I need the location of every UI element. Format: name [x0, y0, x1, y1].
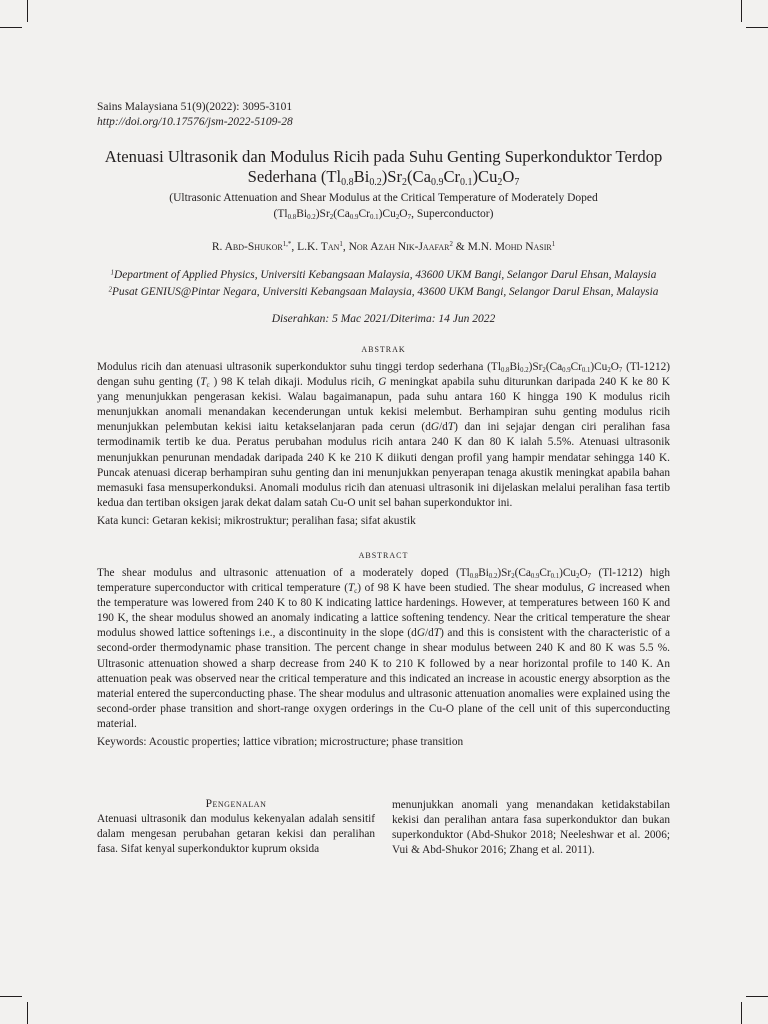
subtitle-line-2: $(Tl_{0.8}Bi_{0.2})Sr_2(Ca_{0.9}Cr_{0.1})Cu_2O_7$, Superconductor) [273, 208, 494, 222]
doi-link[interactable]: http://doi.org/10.17576/jsm-2022-5109-28 [97, 116, 293, 128]
crop-mark-top-left [27, 0, 28, 22]
abstrak-heading: abstrak [361, 343, 406, 355]
crop-mark-bottom-right [741, 1002, 742, 1024]
paper-title [97, 147, 670, 187]
body-columns [97, 798, 670, 858]
journal-citation: Sains Malaysiana 51(9)(2022): 3095-3101 [97, 101, 293, 113]
crop-mark-top-right [741, 0, 742, 22]
author-list: R. Abd-Shukor$^{1,*}$, L.K. Tan$^1$, Nor Azah Nik-Jaafar$^2$ & M.N. Mohd Nasir$^1$ [211, 241, 556, 253]
affiliation-2: $^2$Pusat GENIUS@Pintar Negara, Universiti Kebangsaan Malaysia, 43600 UKM Bangi, Selangor Darul Ehsan, Malaysia [108, 286, 659, 298]
crop-mark-bottom-left [27, 1002, 28, 1024]
kata-kunci: Kata kunci: Getaran kekisi; mikrostruktur; peralihan fasa; sifat akustik [97, 514, 416, 527]
affiliation-1: $^1$Department of Applied Physics, Universiti Kebangsaan Malaysia, 43600 UKM Bangi, Selangor Darul Ehsan, Malaysia [110, 269, 657, 281]
pengenalan-heading: Pengenalan [205, 797, 267, 810]
subtitle-line-1: (Ultrasonic Attenuation and Shear Modulus at the Critical Temperature of Moderately Doped [169, 192, 598, 204]
crop-mark-right-bottom [746, 996, 768, 997]
crop-mark-left-top [0, 27, 22, 28]
crop-mark-left-bottom [0, 996, 22, 997]
submission-dates: Diserahkan: 5 Mac 2021/Diterima: 14 Jun 2022 [271, 313, 496, 325]
paper-page [97, 100, 670, 858]
abstrak-body: Modulus ricih dan atenuasi ultrasonik superkonduktor suhu tinggi terdop sederhana $(Tl_{0.8}Bi_{0.2})Sr_2(Ca_{0.9}Cr_{0.1})Cu_2O_7$ (Tl-1212) dengan suhu genting ($T_c$ ) 98 K telah dikaji. Modulus ricih, G meningkat apabila suhu diturunkan daripada 240 K ke 80 K yang menunjukkan pengerasan kekisi. Walau bagaimanapun, pada suhu antara 160 K hingga 190 K modulus ricih menunjukkan anomali menandakan kecenderungan untuk kekisi melembut. Berhampiran suhu genting modulus ricih menunjukkan pelembutan kekisi iaitu ketakselanjaran pada cerun (dG/dT) dan ini sejajar dengan ciri peralihan fasa termodinamik tertib ke dua. Peratus perubahan modulus ricih antara 240 K dan 80 K ialah 5.5%. Atenuasi ultrasonik menunjukkan penurunan mendadak daripada 240 K ke 210 K diikuti dengan profil yang hampir mendatar sehingga 140 K. Puncak atenuasi dicerap berhampiran suhu genting dan ini menunjukkan penyerapan tenaga akustik meningkat apabila bahan memasuki fasa mensuperkonduksi. Anomali modulus ricih dan atenuasi ultrasonik ini dijelaskan melalui peralihan fasa tertib kedua dan tertiban oksigen jarak dekat dalam satah Cu-O unit sel bahan superkonduktor ini. [97, 361, 671, 509]
abstract-heading: abstract [358, 548, 409, 561]
keywords: Keywords: Acoustic properties; lattice vibration; microstructure; phase transition [97, 735, 464, 748]
right-column [392, 798, 670, 858]
crop-mark-right-top [746, 27, 768, 28]
left-column [97, 798, 375, 858]
title-line-1: Atenuasi Ultrasonik dan Modulus Ricih pada Suhu Genting Superkonduktor Terdop [104, 147, 663, 166]
intro-paragraph-right: menunjukkan anomali yang menandakan ketidakstabilan kekisi dan peralihan antara fasa superkonduktor dan bukan superkonduktor (Abd-Shukor 2018; Neeleshwar et al. 2006; Vui & Abd-Shukor 2016; Zhang et al. 2011). [392, 798, 670, 856]
abstract-body: The shear modulus and ultrasonic attenuation of a moderately doped $(Tl_{0.8}Bi_{0.2})Sr_2(Ca_{0.9}Cr_{0.1})Cu_2O_7$ (Tl-1212) high temperature superconductor with critical temperature $(T_c)$ of 98 K have been studied. The shear modulus, G increased when the temperature was lowered from 240 K to 80 K indicating lattice hardenings. However, at temperatures between 160 K and 190 K, the shear modulus showed an anomaly indicating a lattice softening tendency. Near the critical temperature the shear modulus showed lattice softenings i.e., a discontinuity in the slope (dG/dT) and this is consistent with the characteristic of a second-order thermodynamic phase transition. The percent change in shear modulus between 240 K and 80 K was 5.5 %. Ultrasonic attenuation showed a sharp decrease from 240 K to 210 K followed by a near horizontal profile to 140 K. An attenuation peak was observed near the critical temperature and this indicated an increase in acoustic energy absorption as the material entered the superconducting phase. The shear modulus and ultrasonic attenuation anomalies were explained using the second-order phase transition and short-range oxygen orderings in the Cu-O plane of the cell unit of this superconducting material. [97, 566, 670, 730]
intro-paragraph-left: Atenuasi ultrasonik dan modulus kekenyalan adalah sensitif dalam mengesan perubahan getaran kekisi dan peralihan fasa. Sifat kenyal superkonduktor kuprum oksida [97, 812, 375, 855]
paper-subtitle [97, 190, 670, 222]
title-line-2: Sederhana $(Tl_{0.8}Bi_{0.2})Sr_2(Ca_{0.9}Cr_{0.1})Cu_2O_7$ [247, 167, 520, 188]
affiliations [97, 268, 670, 300]
journal-header [97, 100, 670, 130]
